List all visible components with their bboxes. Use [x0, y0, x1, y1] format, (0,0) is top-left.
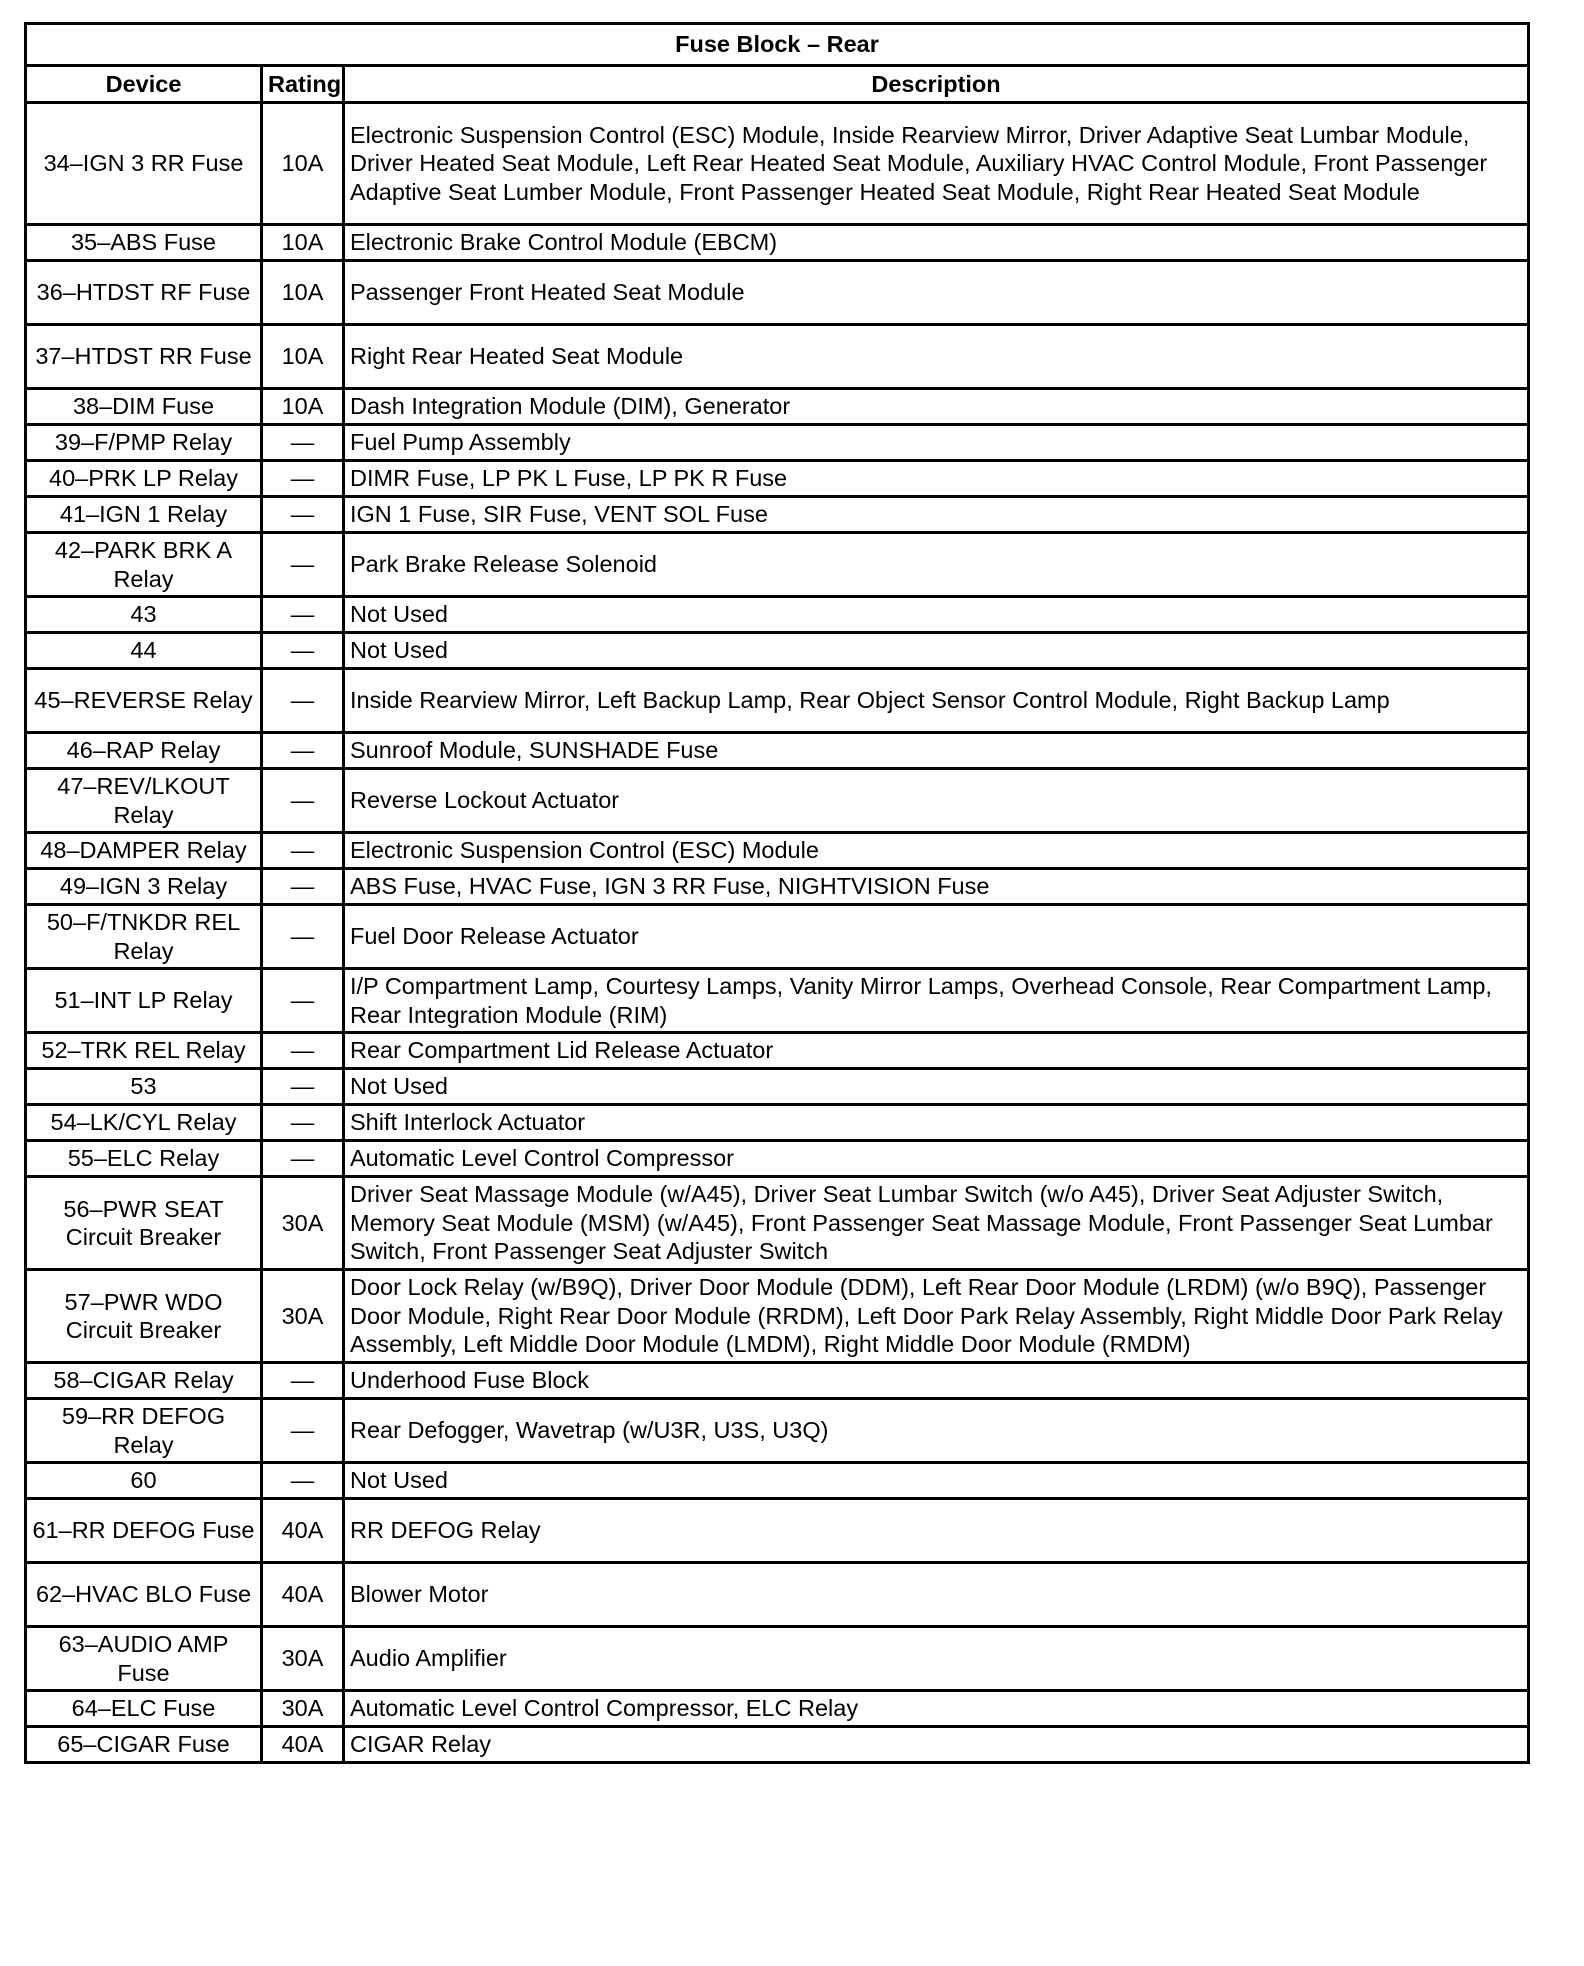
device-cell: 42–PARK BRK A Relay [26, 533, 262, 597]
rating-cell: — [262, 461, 344, 497]
description-cell: ABS Fuse, HVAC Fuse, IGN 3 RR Fuse, NIGHTVISION Fuse [344, 869, 1529, 905]
description-cell: Rear Compartment Lid Release Actuator [344, 1033, 1529, 1069]
table-row [26, 833, 1529, 869]
description-cell: Driver Seat Massage Module (w/A45), Driver Seat Lumbar Switch (w/o A45), Driver Seat Adjuster Switch, Memory Seat Module (MSM) (w/A45), Front Passenger Seat Massage Module, Front Passenger Seat Lumbar Switch, Front Passenger Seat Adjuster Switch [344, 1177, 1529, 1270]
device-cell: 54–LK/CYL Relay [26, 1105, 262, 1141]
table-row [26, 769, 1529, 833]
rating-cell: 30A [262, 1177, 344, 1270]
rating-cell: — [262, 905, 344, 969]
description-cell: RR DEFOG Relay [344, 1499, 1529, 1563]
device-cell: 65–CIGAR Fuse [26, 1727, 262, 1763]
table-row [26, 969, 1529, 1033]
rating-cell: — [262, 1105, 344, 1141]
table-row [26, 669, 1529, 733]
device-cell: 57–PWR WDO Circuit Breaker [26, 1270, 262, 1363]
rating-cell: 30A [262, 1691, 344, 1727]
device-cell: 53 [26, 1069, 262, 1105]
device-cell: 39–F/PMP Relay [26, 425, 262, 461]
rating-cell: — [262, 425, 344, 461]
table-row [26, 1177, 1529, 1270]
description-cell: Dash Integration Module (DIM), Generator [344, 389, 1529, 425]
rating-cell: — [262, 869, 344, 905]
rating-cell: 10A [262, 103, 344, 225]
device-cell: 51–INT LP Relay [26, 969, 262, 1033]
description-cell: Not Used [344, 633, 1529, 669]
table-row [26, 597, 1529, 633]
rating-cell: 40A [262, 1563, 344, 1627]
device-cell: 55–ELC Relay [26, 1141, 262, 1177]
description-cell: Fuel Pump Assembly [344, 425, 1529, 461]
device-cell: 35–ABS Fuse [26, 225, 262, 261]
table-row [26, 1363, 1529, 1399]
device-cell: 63–AUDIO AMP Fuse [26, 1627, 262, 1691]
device-cell: 60 [26, 1463, 262, 1499]
rating-cell: — [262, 533, 344, 597]
table-row [26, 1727, 1529, 1763]
column-header-rating: Rating [262, 66, 344, 103]
description-cell: Passenger Front Heated Seat Module [344, 261, 1529, 325]
description-cell: Electronic Brake Control Module (EBCM) [344, 225, 1529, 261]
device-cell: 56–PWR SEAT Circuit Breaker [26, 1177, 262, 1270]
table-row [26, 261, 1529, 325]
table-row [26, 905, 1529, 969]
rating-cell: — [262, 1033, 344, 1069]
table-row [26, 497, 1529, 533]
description-cell: Not Used [344, 1463, 1529, 1499]
table-row [26, 533, 1529, 597]
rating-cell: 30A [262, 1270, 344, 1363]
table-row [26, 1069, 1529, 1105]
table-row [26, 389, 1529, 425]
table-row [26, 103, 1529, 225]
description-cell: Park Brake Release Solenoid [344, 533, 1529, 597]
table-row [26, 1270, 1529, 1363]
fuse-block-rear-table [24, 22, 1530, 1764]
device-cell: 52–TRK REL Relay [26, 1033, 262, 1069]
rating-cell: — [262, 769, 344, 833]
table-row [26, 461, 1529, 497]
rating-cell: 40A [262, 1499, 344, 1563]
rating-cell: 40A [262, 1727, 344, 1763]
device-cell: 61–RR DEFOG Fuse [26, 1499, 262, 1563]
description-cell: CIGAR Relay [344, 1727, 1529, 1763]
device-cell: 44 [26, 633, 262, 669]
device-cell: 41–IGN 1 Relay [26, 497, 262, 533]
column-header-description: Description [344, 66, 1529, 103]
table-row [26, 1499, 1529, 1563]
device-cell: 37–HTDST RR Fuse [26, 325, 262, 389]
rating-cell: — [262, 597, 344, 633]
rating-cell: — [262, 969, 344, 1033]
device-cell: 64–ELC Fuse [26, 1691, 262, 1727]
rating-cell: 30A [262, 1627, 344, 1691]
description-cell: Right Rear Heated Seat Module [344, 325, 1529, 389]
rating-cell: — [262, 1463, 344, 1499]
rating-cell: 10A [262, 325, 344, 389]
device-cell: 43 [26, 597, 262, 633]
table-row [26, 1141, 1529, 1177]
device-cell: 48–DAMPER Relay [26, 833, 262, 869]
device-cell: 38–DIM Fuse [26, 389, 262, 425]
rating-cell: — [262, 1141, 344, 1177]
table-row [26, 869, 1529, 905]
rating-cell: — [262, 497, 344, 533]
rating-cell: — [262, 1069, 344, 1105]
description-cell: DIMR Fuse, LP PK L Fuse, LP PK R Fuse [344, 461, 1529, 497]
table-row [26, 1033, 1529, 1069]
device-cell: 49–IGN 3 Relay [26, 869, 262, 905]
rating-cell: 10A [262, 261, 344, 325]
description-cell: I/P Compartment Lamp, Courtesy Lamps, Vanity Mirror Lamps, Overhead Console, Rear Compartment Lamp, Rear Integration Module (RIM) [344, 969, 1529, 1033]
table-row [26, 1105, 1529, 1141]
device-cell: 58–CIGAR Relay [26, 1363, 262, 1399]
device-cell: 62–HVAC BLO Fuse [26, 1563, 262, 1627]
table-row [26, 733, 1529, 769]
description-cell: Inside Rearview Mirror, Left Backup Lamp, Rear Object Sensor Control Module, Right Backup Lamp [344, 669, 1529, 733]
rating-cell: — [262, 669, 344, 733]
table-row [26, 1691, 1529, 1727]
device-cell: 59–RR DEFOG Relay [26, 1399, 262, 1463]
rating-cell: 10A [262, 389, 344, 425]
table-row [26, 1399, 1529, 1463]
description-cell: Rear Defogger, Wavetrap (w/U3R, U3S, U3Q) [344, 1399, 1529, 1463]
description-cell: Electronic Suspension Control (ESC) Module, Inside Rearview Mirror, Driver Adaptive Seat Lumbar Module, Driver Heated Seat Module, Left Rear Heated Seat Module, Auxiliary HVAC Control Module, Front Passenger Adaptive Seat Lumber Module, Front Passenger Heated Seat Module, Right Rear Heated Seat Module [344, 103, 1529, 225]
device-cell: 46–RAP Relay [26, 733, 262, 769]
description-cell: Door Lock Relay (w/B9Q), Driver Door Module (DDM), Left Rear Door Module (LRDM) (w/o B9Q), Passenger Door Module, Right Rear Door Module (RRDM), Left Door Park Relay Assembly, Right Middle Door Park Relay Assembly, Left Middle Door Module (LMDM), Right Middle Door Module (RMDM) [344, 1270, 1529, 1363]
description-cell: Sunroof Module, SUNSHADE Fuse [344, 733, 1529, 769]
table-row [26, 1627, 1529, 1691]
description-cell: Electronic Suspension Control (ESC) Module [344, 833, 1529, 869]
description-cell: Fuel Door Release Actuator [344, 905, 1529, 969]
table-row [26, 325, 1529, 389]
description-cell: Underhood Fuse Block [344, 1363, 1529, 1399]
table-row [26, 225, 1529, 261]
device-cell: 45–REVERSE Relay [26, 669, 262, 733]
device-cell: 47–REV/LKOUT Relay [26, 769, 262, 833]
rating-cell: — [262, 833, 344, 869]
description-cell: Shift Interlock Actuator [344, 1105, 1529, 1141]
table-header-row [26, 66, 1529, 103]
rating-cell: — [262, 633, 344, 669]
table-row [26, 1563, 1529, 1627]
device-cell: 40–PRK LP Relay [26, 461, 262, 497]
column-header-device: Device [26, 66, 262, 103]
table-row [26, 633, 1529, 669]
table-title: Fuse Block – Rear [26, 24, 1529, 66]
table-row [26, 1463, 1529, 1499]
rating-cell: 10A [262, 225, 344, 261]
table-title-row [26, 24, 1529, 66]
description-cell: Blower Motor [344, 1563, 1529, 1627]
device-cell: 34–IGN 3 RR Fuse [26, 103, 262, 225]
description-cell: Automatic Level Control Compressor, ELC Relay [344, 1691, 1529, 1727]
device-cell: 50–F/TNKDR REL Relay [26, 905, 262, 969]
rating-cell: — [262, 1363, 344, 1399]
description-cell: Audio Amplifier [344, 1627, 1529, 1691]
rating-cell: — [262, 733, 344, 769]
description-cell: Reverse Lockout Actuator [344, 769, 1529, 833]
description-cell: Automatic Level Control Compressor [344, 1141, 1529, 1177]
table-row [26, 425, 1529, 461]
rating-cell: — [262, 1399, 344, 1463]
description-cell: Not Used [344, 597, 1529, 633]
description-cell: IGN 1 Fuse, SIR Fuse, VENT SOL Fuse [344, 497, 1529, 533]
device-cell: 36–HTDST RF Fuse [26, 261, 262, 325]
description-cell: Not Used [344, 1069, 1529, 1105]
